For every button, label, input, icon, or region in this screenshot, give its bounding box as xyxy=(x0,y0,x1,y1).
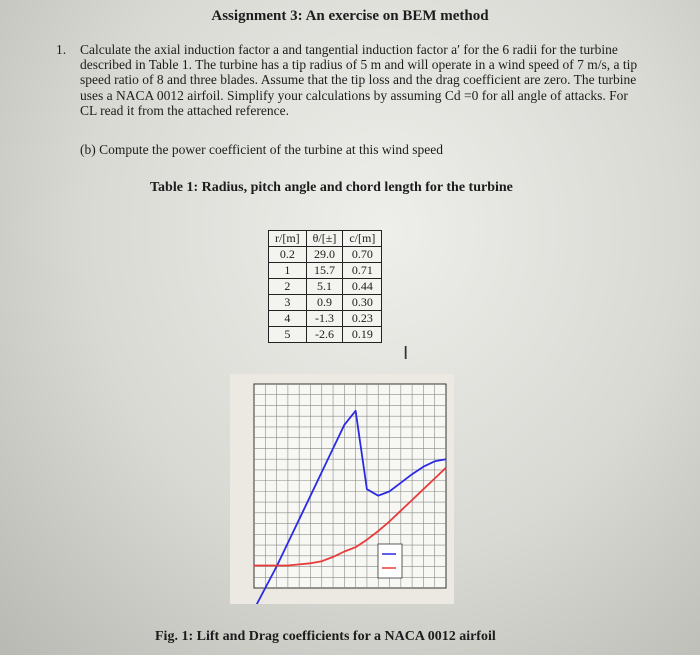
header-radius: r/[m] xyxy=(269,231,307,247)
radius-pitch-chord-table xyxy=(268,230,382,343)
cell-pitch: 0.9 xyxy=(306,295,343,311)
table-row xyxy=(269,263,382,279)
cell-chord: 0.70 xyxy=(343,247,382,263)
plot-area xyxy=(254,384,446,588)
cell-pitch: 5.1 xyxy=(306,279,343,295)
table-row xyxy=(269,279,382,295)
question-part-b: (b) Compute the power coefficient of the turbine at this wind speed xyxy=(80,142,444,157)
cell-pitch: -1.3 xyxy=(306,311,343,327)
cell-chord: 0.44 xyxy=(343,279,382,295)
question-number: 1. xyxy=(56,42,67,57)
page-title: Assignment 3: An exercise on BEM method xyxy=(211,8,489,24)
header-pitch: θ/[±] xyxy=(306,231,343,247)
cell-pitch: 15.7 xyxy=(306,263,343,279)
table-row xyxy=(269,311,382,327)
figure-caption: Fig. 1: Lift and Drag coefficients for a NACA 0012 airfoil xyxy=(155,629,496,644)
cell-radius: 4 xyxy=(269,311,307,327)
cell-radius: 3 xyxy=(269,295,307,311)
table-caption: Table 1: Radius, pitch angle and chord length for the turbine xyxy=(150,180,513,195)
table-row xyxy=(269,295,382,311)
lift-drag-chart xyxy=(230,374,454,604)
text-cursor-icon: I xyxy=(403,343,409,364)
table-row xyxy=(269,327,382,343)
table-header-row xyxy=(269,231,382,247)
cell-chord: 0.30 xyxy=(343,295,382,311)
cell-pitch: -2.6 xyxy=(306,327,343,343)
cell-radius: 0.2 xyxy=(269,247,307,263)
chart-legend xyxy=(378,544,402,578)
question-text: Calculate the axial induction factor a and tangential induction factor a′ for the 6 radii for the turbine described in Table 1. The turbine has a tip radius of 5 m and will operate in a wind speed of 7 m/s, a tip speed ratio of 8 and three blades. Assume that the tip loss and the drag coefficient are zero. The turbine uses a NACA 0012 airfoil. Simplify your calculations by assuming Cd =0 for all angle of attacks. For CL read it from the attached reference. xyxy=(80,42,638,118)
cell-radius: 2 xyxy=(269,279,307,295)
chart-svg xyxy=(230,374,454,604)
table-row xyxy=(269,247,382,263)
cell-chord: 0.23 xyxy=(343,311,382,327)
cell-chord: 0.19 xyxy=(343,327,382,343)
header-chord: c/[m] xyxy=(343,231,382,247)
cell-chord: 0.71 xyxy=(343,263,382,279)
cell-radius: 1 xyxy=(269,263,307,279)
cell-pitch: 29.0 xyxy=(306,247,343,263)
legend-box xyxy=(378,544,402,578)
cell-radius: 5 xyxy=(269,327,307,343)
